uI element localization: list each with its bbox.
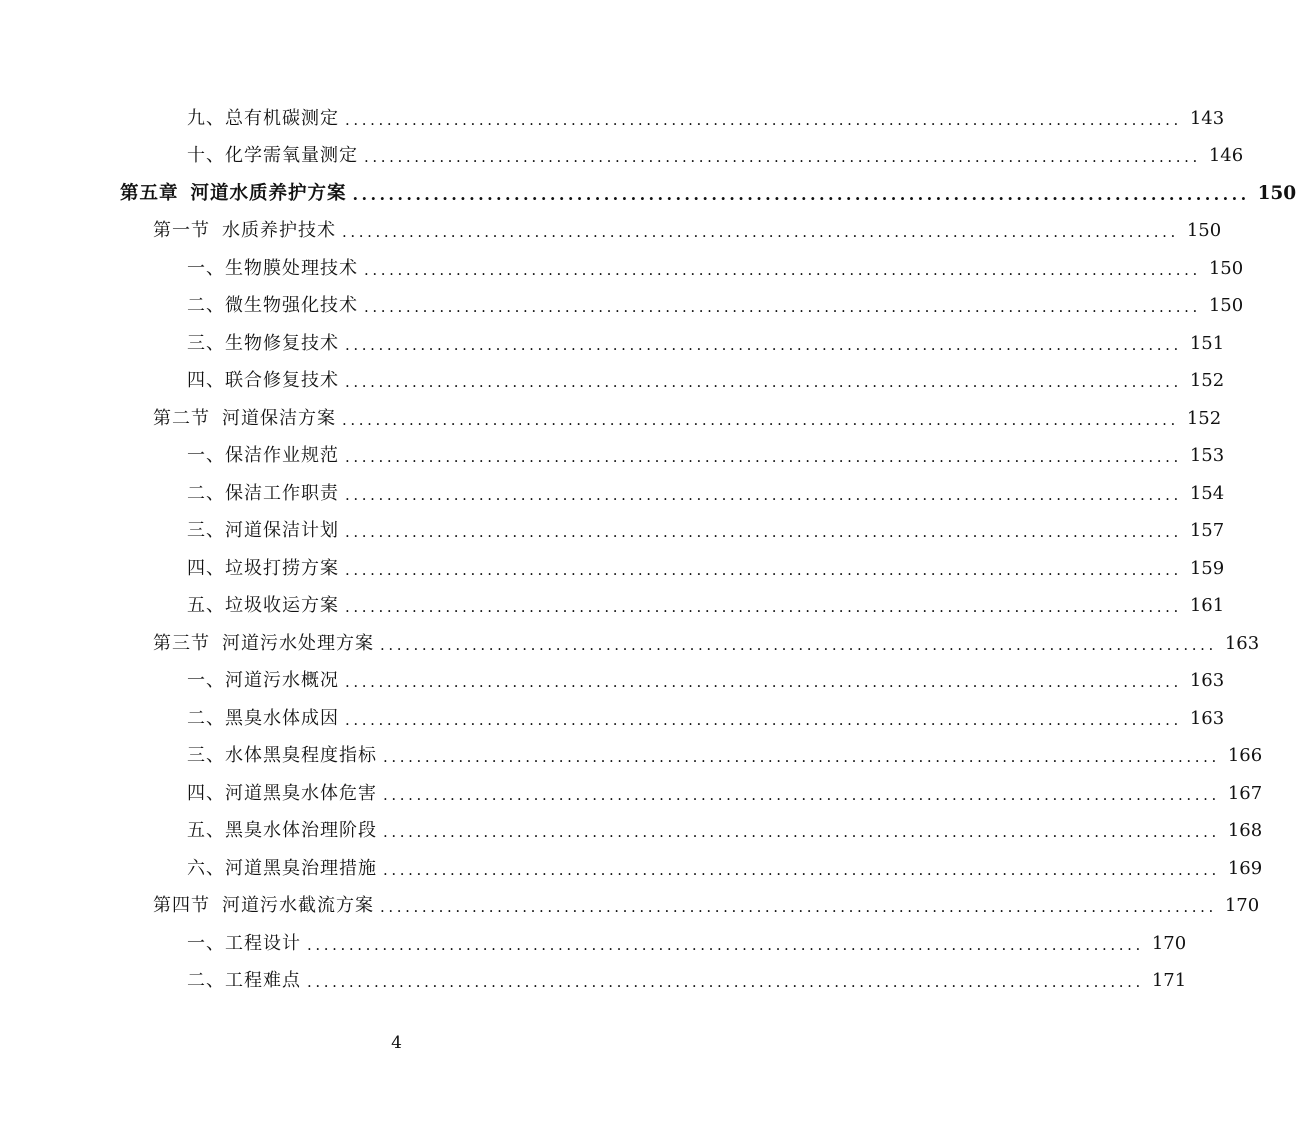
toc-page-number: 152 <box>1186 407 1222 429</box>
toc-dot-leader: .................................................................................................... <box>342 223 1179 242</box>
toc-entry[interactable] <box>0 288 1244 326</box>
toc-entry-heading: 河道保洁方案 <box>222 407 336 429</box>
toc-entry-prefix: 四、 <box>187 370 225 392</box>
toc-entry-title <box>187 295 358 317</box>
toc-section-entry[interactable] <box>0 213 1222 251</box>
toc-entry-heading: 水质养护技术 <box>222 220 336 242</box>
toc-section-entry[interactable] <box>0 888 1260 926</box>
toc-page-number: 163 <box>1189 707 1225 729</box>
toc-entry-heading: 生物修复技术 <box>225 332 339 354</box>
toc-entry-prefix: 三、 <box>187 520 225 542</box>
toc-entry-heading: 生物膜处理技术 <box>225 257 358 279</box>
toc-entry-prefix: 第五章 <box>120 182 179 204</box>
toc-entry-heading: 河道污水概况 <box>225 670 339 692</box>
toc-dot-leader: .................................................................................................... <box>352 184 1250 204</box>
toc-page-number: 143 <box>1189 107 1225 129</box>
toc-entry-title <box>187 595 339 617</box>
toc-entry[interactable] <box>0 738 1263 776</box>
toc-entry-prefix: 二、 <box>187 295 225 317</box>
toc-dot-leader: .................................................................................................... <box>345 710 1182 729</box>
toc-entry-title <box>187 745 377 767</box>
toc-page-number: 152 <box>1189 370 1225 392</box>
toc-entry-title <box>187 708 339 730</box>
toc-page-number: 150 <box>1208 295 1244 317</box>
toc-dot-leader: .................................................................................................... <box>364 148 1201 167</box>
toc-entry-prefix: 第三节 <box>153 632 210 654</box>
toc-entry-prefix: 四、 <box>187 557 225 579</box>
toc-dot-leader: .................................................................................................... <box>364 260 1201 279</box>
toc-entry-prefix: 二、 <box>187 482 225 504</box>
toc-entry[interactable] <box>0 138 1244 176</box>
toc-page-number: 170 <box>1151 932 1187 954</box>
toc-entry-prefix: 五、 <box>187 595 225 617</box>
toc-entry[interactable] <box>0 100 1225 138</box>
toc-entry-prefix: 一、 <box>187 670 225 692</box>
toc-page-number: 150 <box>1208 257 1244 279</box>
toc-entry[interactable] <box>0 325 1225 363</box>
toc-page-number: 171 <box>1151 970 1187 992</box>
toc-page-number: 166 <box>1227 745 1263 767</box>
toc-entry-title <box>153 633 374 655</box>
toc-entry-title <box>187 783 377 805</box>
toc-dot-leader: .................................................................................................... <box>364 298 1201 317</box>
toc-entry-title <box>153 220 336 242</box>
toc-entry-prefix: 五、 <box>187 820 225 842</box>
toc-dot-leader: .................................................................................................... <box>383 823 1220 842</box>
toc-entry-prefix: 第二节 <box>153 407 210 429</box>
toc-entry[interactable] <box>0 438 1225 476</box>
toc-dot-leader: .................................................................................................... <box>383 748 1220 767</box>
toc-dot-leader: .................................................................................................... <box>345 523 1182 542</box>
toc-page-number: 163 <box>1189 670 1225 692</box>
toc-entry-heading: 河道污水截流方案 <box>222 895 374 917</box>
toc-dot-leader: .................................................................................................... <box>345 560 1182 579</box>
toc-entry-title <box>187 108 339 130</box>
toc-entry-title <box>187 333 339 355</box>
toc-entry-heading: 河道水质养护方案 <box>190 182 347 204</box>
toc-page-number: 153 <box>1189 445 1225 467</box>
toc-entry-heading: 河道污水处理方案 <box>222 632 374 654</box>
toc-entry-heading: 总有机碳测定 <box>225 107 339 129</box>
toc-entry-title <box>187 820 377 842</box>
toc-entry[interactable] <box>0 775 1263 813</box>
toc-entry[interactable] <box>0 850 1263 888</box>
toc-entry-title <box>187 933 301 955</box>
toc-section-entry[interactable] <box>0 625 1260 663</box>
toc-entry-prefix: 六、 <box>187 857 225 879</box>
toc-page-number: 170 <box>1224 895 1260 917</box>
toc-entry-heading: 黑臭水体治理阶段 <box>225 820 377 842</box>
toc-entry-prefix: 二、 <box>187 707 225 729</box>
toc-page-number: 154 <box>1189 482 1225 504</box>
toc-entry-prefix: 二、 <box>187 970 225 992</box>
toc-page-number: 169 <box>1227 857 1263 879</box>
toc-dot-leader: .................................................................................................... <box>380 635 1217 654</box>
toc-entry[interactable] <box>0 813 1263 851</box>
toc-page-number: 168 <box>1227 820 1263 842</box>
toc-dot-leader: .................................................................................................... <box>345 598 1182 617</box>
toc-entry-title <box>153 895 374 917</box>
toc-entry-title <box>187 445 339 467</box>
toc-entry-title <box>187 370 339 392</box>
toc-entry-heading: 黑臭水体成因 <box>225 707 339 729</box>
toc-entry-heading: 微生物强化技术 <box>225 295 358 317</box>
toc-entry-title <box>187 483 339 505</box>
toc-entry-heading: 联合修复技术 <box>225 370 339 392</box>
toc-page-number: 150 <box>1186 220 1222 242</box>
toc-dot-leader: .................................................................................................... <box>345 373 1182 392</box>
toc-section-entry[interactable] <box>0 400 1222 438</box>
toc-entry-prefix: 三、 <box>187 745 225 767</box>
toc-entry-title <box>187 145 358 167</box>
toc-entry-prefix: 一、 <box>187 932 225 954</box>
toc-entry-heading: 保洁作业规范 <box>225 445 339 467</box>
toc-page-number: 161 <box>1189 595 1225 617</box>
toc-entry-prefix: 第一节 <box>153 220 210 242</box>
toc-dot-leader: .................................................................................................... <box>342 410 1179 429</box>
toc-entry-title <box>120 183 347 205</box>
toc-entry[interactable] <box>0 363 1225 401</box>
page-number-footer: 4 <box>391 1033 402 1053</box>
toc-entry-prefix: 九、 <box>187 107 225 129</box>
toc-page-number: 150 <box>1257 182 1296 204</box>
toc-dot-leader: .................................................................................................... <box>307 973 1144 992</box>
toc-entry-prefix: 三、 <box>187 332 225 354</box>
toc-entry-heading: 河道黑臭治理措施 <box>225 857 377 879</box>
toc-dot-leader: .................................................................................................... <box>345 448 1182 467</box>
toc-entry[interactable] <box>0 925 1187 963</box>
toc-entry-prefix: 一、 <box>187 445 225 467</box>
toc-entry-title <box>187 970 301 992</box>
toc-dot-leader: .................................................................................................... <box>307 935 1144 954</box>
toc-entry-heading: 垃圾收运方案 <box>225 595 339 617</box>
toc-entry-prefix: 十、 <box>187 145 225 167</box>
toc-entry[interactable] <box>0 700 1225 738</box>
toc-entry[interactable] <box>0 513 1225 551</box>
toc-entry-title <box>187 258 358 280</box>
toc-entry-heading: 垃圾打捞方案 <box>225 557 339 579</box>
toc-entry[interactable] <box>0 250 1244 288</box>
toc-dot-leader: .................................................................................................... <box>383 785 1220 804</box>
toc-entry-prefix: 一、 <box>187 257 225 279</box>
toc-entry[interactable] <box>0 475 1225 513</box>
toc-page-number: 159 <box>1189 557 1225 579</box>
toc-entry-heading: 河道保洁计划 <box>225 520 339 542</box>
toc-dot-leader: .................................................................................................... <box>345 485 1182 504</box>
toc-entry-heading: 水体黑臭程度指标 <box>225 745 377 767</box>
toc-entry[interactable] <box>0 550 1225 588</box>
toc-page-number: 167 <box>1227 782 1263 804</box>
toc-dot-leader: .................................................................................................... <box>345 673 1182 692</box>
toc-entry-heading: 保洁工作职责 <box>225 482 339 504</box>
toc-entry-title <box>187 858 377 880</box>
toc-entry-heading: 化学需氧量测定 <box>225 145 358 167</box>
toc-entry-heading: 河道黑臭水体危害 <box>225 782 377 804</box>
toc-entry-title <box>187 558 339 580</box>
toc-dot-leader: .................................................................................................... <box>380 898 1217 917</box>
toc-entry-prefix: 四、 <box>187 782 225 804</box>
toc-entry-title <box>187 670 339 692</box>
toc-entry-heading: 工程难点 <box>225 970 301 992</box>
toc-entry-prefix: 第四节 <box>153 895 210 917</box>
toc-entry[interactable] <box>0 963 1187 1001</box>
toc-chapter-entry[interactable] <box>0 175 1296 213</box>
toc-dot-leader: .................................................................................................... <box>345 335 1182 354</box>
toc-page-number: 157 <box>1189 520 1225 542</box>
toc-page-number: 163 <box>1224 632 1260 654</box>
toc-entry-title <box>187 520 339 542</box>
toc-entry-title <box>153 408 336 430</box>
toc-entry[interactable] <box>0 588 1225 626</box>
toc-dot-leader: .................................................................................................... <box>383 860 1220 879</box>
toc-dot-leader: .................................................................................................... <box>345 110 1182 129</box>
toc-entry[interactable] <box>0 663 1225 701</box>
toc-entry-heading: 工程设计 <box>225 932 301 954</box>
toc-page-number: 151 <box>1189 332 1225 354</box>
toc-page-number: 146 <box>1208 145 1244 167</box>
table-of-contents <box>0 100 1296 1000</box>
